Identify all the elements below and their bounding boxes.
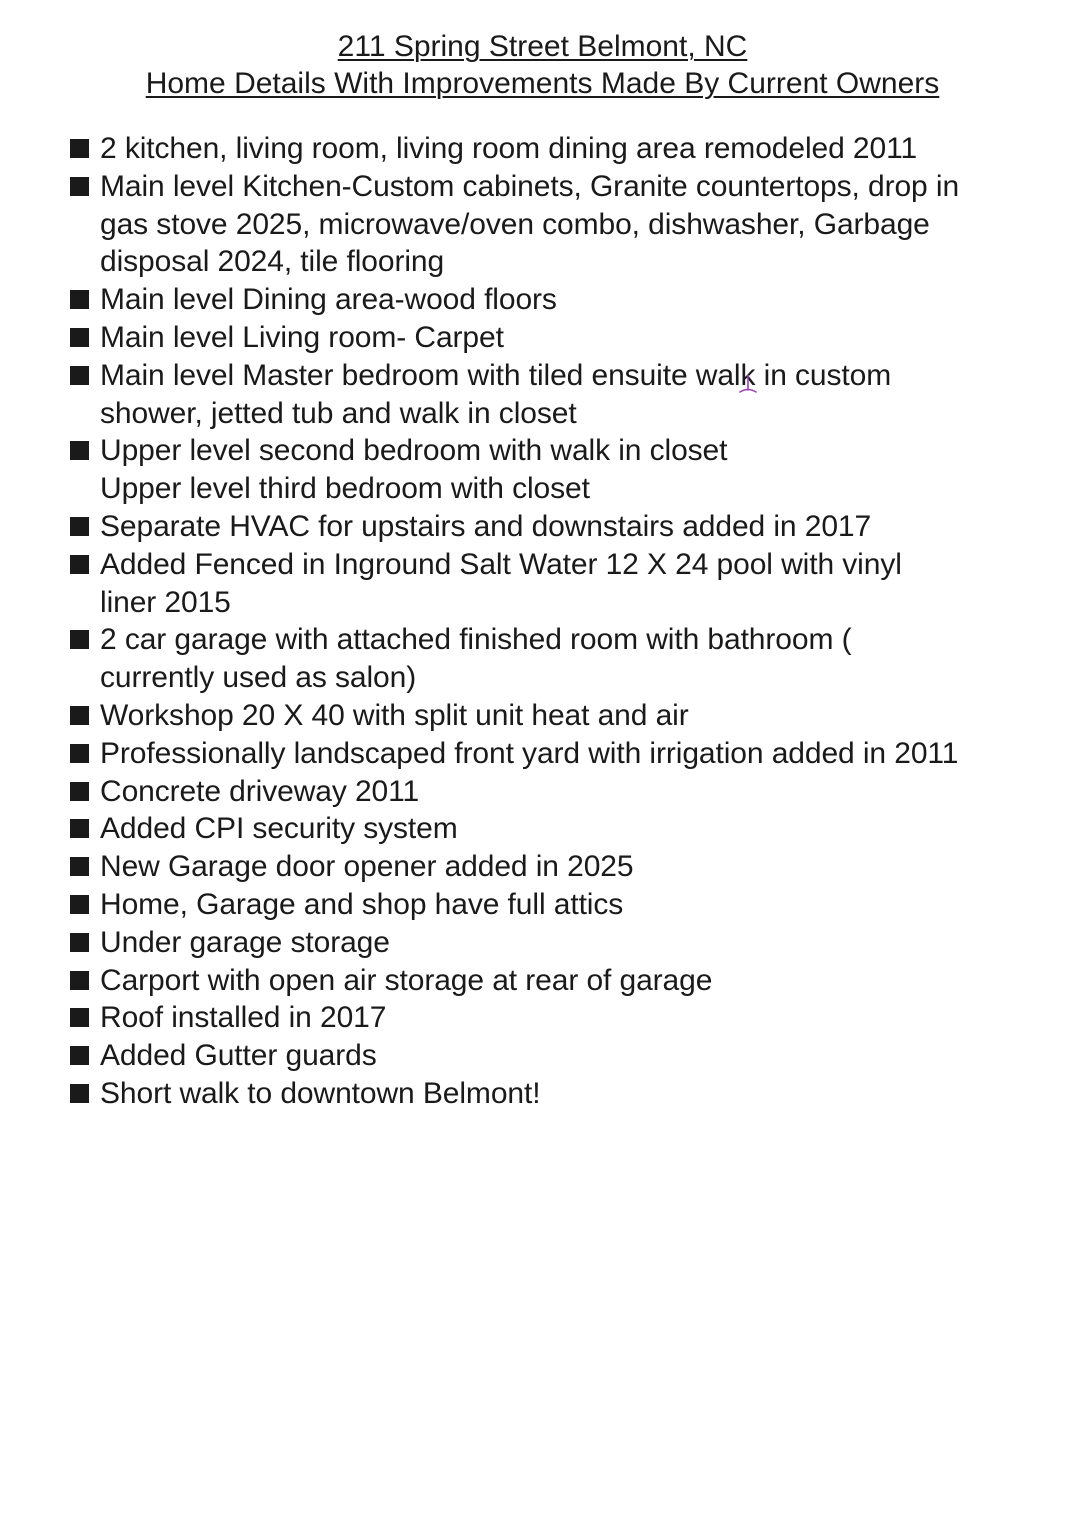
list-item-text: Main level Master bedroom with tiled ensuite walk in custom shower, jetted tub and walk in closet: [100, 358, 892, 430]
square-bullet-icon: [70, 366, 89, 385]
document-title: [0, 28, 1085, 102]
square-bullet-icon: [70, 290, 89, 309]
square-bullet-icon: [70, 630, 89, 649]
list-item: [70, 281, 1060, 319]
list-item-text: Home, Garage and shop have full attics: [100, 887, 624, 921]
list-item-text: Upper level third bedroom with closet: [100, 472, 590, 506]
list-item: [70, 773, 1060, 811]
square-bullet-icon: [70, 441, 89, 460]
list-item-text: Carport with open air storage at rear of garage: [100, 963, 713, 997]
list-item-text: 2 kitchen, living room, living room dining area remodeled 2011: [100, 132, 918, 165]
list-item: [70, 999, 1060, 1037]
list-item-text: Added Fenced in Inground Salt Water 12 X 24 pool with vinyl liner 2015: [100, 547, 902, 619]
square-bullet-icon: [70, 139, 89, 158]
square-bullet-icon: [70, 177, 89, 196]
list-item-text: Main level Kitchen-Custom cabinets, Granite countertops, drop in gas stove 2025, microwave/oven combo, dishwasher, Garbage disposal 2024, tile flooring: [100, 169, 960, 279]
list-item-text: Main level Dining area-wood floors: [100, 283, 557, 317]
square-bullet-icon: [70, 744, 89, 763]
list-item-text: New Garage door opener added in 2025: [100, 850, 634, 884]
square-bullet-icon: [70, 517, 89, 536]
square-bullet-icon: [70, 1008, 89, 1027]
list-item: [70, 1037, 1060, 1075]
square-bullet-icon: [70, 555, 89, 574]
list-item: [70, 735, 1060, 773]
list-item: [70, 697, 1060, 735]
list-item: [70, 1075, 1060, 1113]
list-item: [70, 357, 1060, 433]
list-item: [70, 924, 1060, 962]
square-bullet-icon: [70, 1046, 89, 1065]
list-item: [70, 848, 1060, 886]
square-bullet-icon: [70, 895, 89, 914]
list-item-text: Added CPI security system: [100, 812, 458, 846]
list-item-text: Short walk to downtown Belmont!: [100, 1076, 541, 1110]
list-item-text: Added Gutter guards: [100, 1039, 377, 1073]
list-item: [70, 168, 1060, 281]
list-item-text: Workshop 20 X 40 with split unit heat and air: [100, 698, 689, 732]
square-bullet-icon: [70, 933, 89, 952]
list-item-text: Concrete driveway 2011: [100, 774, 420, 808]
square-bullet-icon: [70, 782, 89, 801]
list-item-text: Under garage storage: [100, 925, 390, 959]
feature-list: [70, 130, 1060, 1113]
list-item-text: Separate HVAC for upstairs and downstairs added in 2017: [100, 509, 872, 543]
square-bullet-icon: [70, 706, 89, 725]
list-item-text: Main level Living room- Carpet: [100, 320, 504, 354]
list-item: [70, 319, 1060, 357]
list-item: [70, 886, 1060, 924]
title-address: 211 Spring Street Belmont, NC: [337, 30, 748, 63]
square-bullet-icon: [70, 1084, 89, 1103]
list-item-text: 2 car garage with attached finished room with bathroom ( currently used as salon): [100, 623, 852, 695]
list-item-text: Roof installed in 2017: [100, 1001, 387, 1035]
list-item-text: Professionally landscaped front yard with irrigation added in 2011: [100, 736, 959, 770]
list-item: [70, 508, 1060, 546]
square-bullet-icon: [70, 857, 89, 876]
square-bullet-icon: [70, 328, 89, 347]
list-item: [70, 470, 1060, 508]
list-item-text: Upper level second bedroom with walk in closet: [100, 434, 728, 468]
list-item: [70, 621, 1060, 697]
title-subtitle: Home Details With Improvements Made By Current Owners: [145, 67, 940, 100]
square-bullet-icon: [70, 971, 89, 990]
list-item: [70, 962, 1060, 1000]
list-item: [70, 130, 1060, 168]
list-item: [70, 546, 1060, 622]
list-item: [70, 810, 1060, 848]
list-item: [70, 432, 1060, 470]
square-bullet-icon: [70, 819, 89, 838]
text-cursor-icon: [737, 373, 759, 395]
